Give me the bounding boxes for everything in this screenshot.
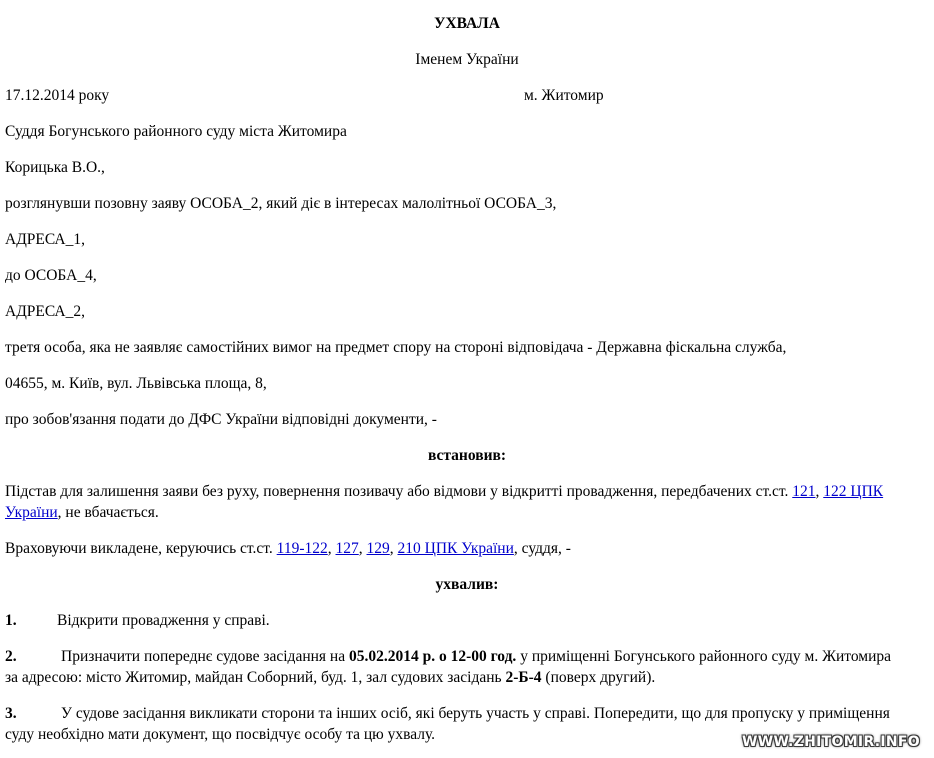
separator: , <box>327 540 336 557</box>
item-number: 1. <box>5 612 17 629</box>
hearing-date: 05.02.2014 р. о 12-00 год. <box>348 648 517 665</box>
item-number: 2. <box>5 648 17 665</box>
paragraph-text: , суддя, - <box>513 540 571 557</box>
law-link-129[interactable]: 129 <box>366 540 390 557</box>
law-link-122-cpk[interactable]: 122 ЦПК <box>823 483 884 500</box>
law-link-127[interactable]: 127 <box>335 540 359 557</box>
item-text: за адресою: місто Житомир, майдан Соборний, буд. 1, зал судових засідань <box>5 669 506 686</box>
intro-line: до ОСОБА_4, <box>5 267 97 284</box>
paragraph-grounds <box>5 482 883 502</box>
intro-line: 04655, м. Київ, вул. Львівська площа, 8, <box>5 375 267 392</box>
intro-line: про зобов'язання подати до ДФС України відповідні документи, - <box>5 411 437 428</box>
document-date: 17.12.2014 року <box>5 87 110 104</box>
document-title: УХВАЛА <box>434 15 500 32</box>
law-link-121[interactable]: 121 <box>792 483 816 500</box>
decision-item-1 <box>5 611 270 631</box>
decision-item-2-cont <box>5 668 655 688</box>
item-text: суду необхідно мати документ, що посвідчує особу та цю ухвалу. <box>5 726 436 743</box>
document-city: м. Житомир <box>524 87 604 104</box>
law-link-119-122[interactable]: 119-122 <box>276 540 328 557</box>
site-watermark: WWW.ZHITOMIR.INFO <box>741 734 920 750</box>
intro-line: третя особа, яка не заявляє самостійних вимог на предмет спору на стороні відповідача - Державна фіскальна служба, <box>5 339 787 356</box>
heading-established: встановив: <box>427 447 507 464</box>
decision-item-3 <box>5 704 890 724</box>
law-link-122-ukraine[interactable]: України <box>5 504 58 521</box>
intro-line: АДРЕСА_2, <box>5 303 85 320</box>
separator: , <box>389 540 398 557</box>
item-text: Відкрити провадження у справі. <box>57 612 270 629</box>
item-number: 3. <box>5 705 17 722</box>
decision-item-2 <box>5 647 891 667</box>
item-text: У судове засідання викликати сторони та інших осіб, які беруть участь у справі. Попередити, що для пропуску у приміщення <box>61 705 890 722</box>
intro-line: АДРЕСА_1, <box>5 231 85 248</box>
intro-line: розглянувши позовну заяву ОСОБА_2, який діє в інтересах малолітньої ОСОБА_3, <box>5 195 557 212</box>
item-text: (поверх другий). <box>541 669 656 686</box>
document-subtitle: Іменем України <box>415 51 519 68</box>
hearing-room: 2-Б-4 <box>505 669 542 686</box>
decision-item-3-cont <box>5 725 435 745</box>
paragraph-text: Враховуючи викладене, керуючись ст.ст. <box>5 540 277 557</box>
separator: , <box>815 483 824 500</box>
paragraph-considering <box>5 539 571 559</box>
paragraph-text: , не вбачається. <box>57 504 159 521</box>
law-link-210-cpk[interactable]: 210 ЦПК України <box>397 540 514 557</box>
intro-line: Суддя Богунського районного суду міста Житомира <box>5 123 347 140</box>
separator: , <box>358 540 367 557</box>
heading-decided: ухвалив: <box>435 576 499 593</box>
paragraph-grounds-cont <box>5 503 159 523</box>
paragraph-text: Підстав для залишення заяви без руху, повернення позивачу або відмови у відкритті провадження, передбачених ст.ст. <box>5 483 793 500</box>
intro-line: Корицька В.О., <box>5 159 105 176</box>
item-text: у приміщенні Богунського районного суду м. Житомира <box>516 648 892 665</box>
item-text: Призначити попереднє судове засідання на <box>61 648 349 665</box>
